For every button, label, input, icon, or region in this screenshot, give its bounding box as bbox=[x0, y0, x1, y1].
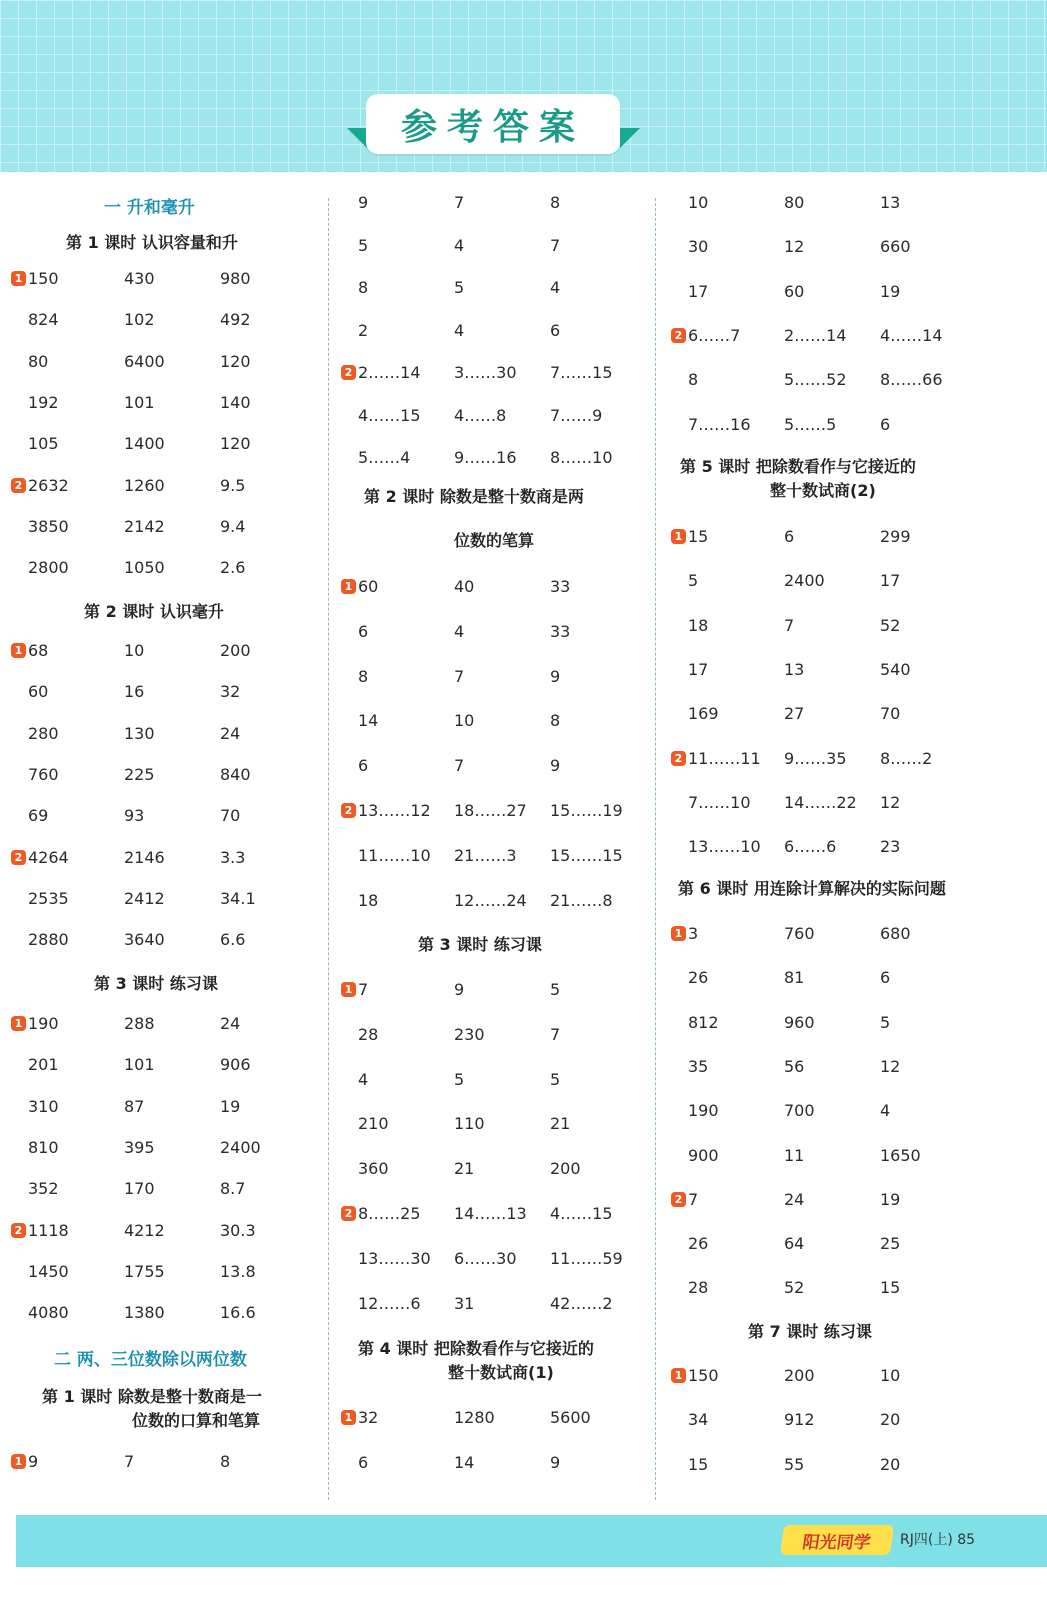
question-number-badge: 1 bbox=[341, 579, 356, 594]
ribbon-left bbox=[347, 128, 367, 148]
answer-cell: 15……19 bbox=[550, 801, 623, 820]
answer-cell: 70 bbox=[880, 704, 901, 724]
answer-cell: 24 bbox=[220, 1014, 241, 1033]
answer-cell: 5……4 bbox=[358, 448, 411, 467]
question-number-badge: 1 bbox=[671, 1368, 686, 1383]
answer-cell: 5……52 bbox=[784, 370, 847, 390]
answer-cell: 15 bbox=[688, 1454, 709, 1474]
answer-cell: 225 bbox=[124, 764, 155, 784]
question-number-badge: 1 bbox=[341, 1410, 356, 1425]
answer-cell: 170 bbox=[124, 1179, 155, 1199]
answer-cell: 130 bbox=[124, 723, 155, 743]
answer-cell: 680 bbox=[880, 924, 911, 943]
answer-cell: 5600 bbox=[550, 1408, 591, 1427]
answer-cell: 69 bbox=[28, 806, 49, 826]
answer-cell: 2142 bbox=[124, 516, 165, 536]
answer-cell: 7 bbox=[358, 980, 369, 999]
answer-cell: 9 bbox=[454, 980, 465, 999]
answer-cell: 102 bbox=[124, 310, 155, 330]
answer-cell: 660 bbox=[880, 237, 911, 257]
answer-cell: 810 bbox=[28, 1137, 59, 1157]
answer-cell: 9……35 bbox=[784, 748, 847, 768]
answer-cell: 26 bbox=[688, 1234, 709, 1254]
question-number-badge: 1 bbox=[11, 1454, 26, 1469]
answer-cell: 17 bbox=[880, 571, 901, 591]
answer-cell: 4212 bbox=[124, 1220, 165, 1240]
answer-cell: 30.3 bbox=[220, 1220, 256, 1240]
answer-cell: 64 bbox=[784, 1234, 805, 1254]
answer-cell: 3850 bbox=[28, 516, 69, 536]
answer-cell: 10 bbox=[124, 641, 145, 660]
answer-cell: 101 bbox=[124, 1055, 155, 1075]
answer-cell: 200 bbox=[550, 1159, 581, 1179]
lesson-heading: 第 6 课时 用连除计算解决的实际问题 bbox=[678, 879, 946, 898]
answer-cell: 6 bbox=[784, 527, 795, 546]
answer-cell: 16.6 bbox=[220, 1303, 256, 1323]
answer-cell: 60 bbox=[358, 577, 379, 596]
answer-cell: 52 bbox=[880, 615, 901, 635]
answer-cell: 12……6 bbox=[358, 1293, 421, 1313]
answer-cell: 1260 bbox=[124, 475, 165, 495]
answer-cell: 16 bbox=[124, 682, 145, 702]
answer-cell: 33 bbox=[550, 621, 571, 641]
answer-cell: 7……15 bbox=[550, 363, 613, 382]
answer-cell: 32 bbox=[220, 682, 241, 702]
answer-cell: 101 bbox=[124, 392, 155, 412]
answer-cell: 7 bbox=[550, 235, 561, 255]
answer-column-3 bbox=[668, 185, 978, 1507]
answer-cell: 6……30 bbox=[454, 1248, 517, 1268]
answer-cell: 17 bbox=[688, 281, 709, 301]
question-number-badge: 1 bbox=[671, 926, 686, 941]
answer-cell: 19 bbox=[880, 1189, 901, 1209]
lesson-heading: 位数的笔算 bbox=[454, 531, 535, 550]
answer-cell: 912 bbox=[784, 1410, 815, 1430]
answer-cell: 4 bbox=[454, 621, 465, 641]
answer-cell: 824 bbox=[28, 310, 59, 330]
answer-cell: 3……30 bbox=[454, 363, 517, 382]
answer-cell: 5 bbox=[550, 980, 561, 999]
answer-cell: 24 bbox=[784, 1189, 805, 1209]
lesson-heading: 第 2 课时 认识毫升 bbox=[84, 602, 224, 621]
answer-cell: 60 bbox=[784, 281, 805, 301]
answer-cell: 1400 bbox=[124, 434, 165, 454]
answer-cell: 52 bbox=[784, 1278, 805, 1298]
answer-cell: 812 bbox=[688, 1012, 719, 1032]
answer-cell: 299 bbox=[880, 527, 911, 546]
answer-cell: 5 bbox=[454, 278, 465, 297]
answer-cell: 7……16 bbox=[688, 414, 751, 434]
answer-cell: 18……27 bbox=[454, 801, 527, 820]
answer-cell: 11……10 bbox=[358, 845, 431, 865]
answer-cell: 2.6 bbox=[220, 558, 246, 578]
answer-cell: 6 bbox=[358, 1452, 369, 1472]
answer-cell: 8 bbox=[550, 711, 561, 731]
answer-cell: 7 bbox=[454, 756, 465, 776]
answer-cell: 900 bbox=[688, 1145, 719, 1165]
answer-cell: 9 bbox=[550, 666, 561, 686]
question-number-badge: 2 bbox=[671, 328, 686, 343]
answer-cell: 6 bbox=[880, 414, 891, 434]
answer-cell: 80 bbox=[784, 193, 805, 212]
answer-cell: 42……2 bbox=[550, 1293, 613, 1313]
answer-cell: 34.1 bbox=[220, 888, 256, 908]
answer-cell: 14 bbox=[358, 711, 379, 731]
answer-cell: 3640 bbox=[124, 930, 165, 950]
lesson-heading: 第 1 课时 除数是整十数商是一 bbox=[42, 1387, 262, 1406]
answer-cell: 492 bbox=[220, 310, 251, 330]
answer-cell: 14……22 bbox=[784, 792, 857, 812]
ribbon-right bbox=[620, 128, 640, 148]
answer-cell: 9 bbox=[550, 756, 561, 776]
answer-cell: 30 bbox=[688, 237, 709, 257]
answer-cell: 4……15 bbox=[358, 405, 421, 425]
answer-cell: 21……3 bbox=[454, 845, 517, 865]
unit-heading: 二 两、三位数除以两位数 bbox=[54, 1350, 247, 1370]
question-number-badge: 2 bbox=[341, 1206, 356, 1221]
page-title bbox=[366, 94, 620, 154]
answer-cell: 2……14 bbox=[358, 363, 421, 382]
answer-cell: 21 bbox=[454, 1159, 475, 1179]
lesson-heading: 第 4 课时 把除数看作与它接近的 bbox=[358, 1339, 594, 1358]
question-number-badge: 1 bbox=[11, 271, 26, 286]
answer-cell: 5 bbox=[550, 1069, 561, 1089]
answer-cell: 12 bbox=[784, 237, 805, 257]
question-number-badge: 1 bbox=[341, 982, 356, 997]
answer-cell: 360 bbox=[358, 1159, 389, 1179]
answer-cell: 5 bbox=[358, 235, 369, 255]
answer-cell: 5 bbox=[454, 1069, 465, 1089]
answer-cell: 32 bbox=[358, 1408, 379, 1427]
answer-cell: 7……9 bbox=[550, 405, 603, 425]
answer-cell: 8 bbox=[550, 193, 561, 212]
answer-cell: 5 bbox=[688, 571, 699, 591]
answer-cell: 8 bbox=[358, 666, 369, 686]
answer-cell: 230 bbox=[454, 1024, 485, 1044]
answer-cell: 2880 bbox=[28, 930, 69, 950]
question-number-badge: 2 bbox=[671, 1192, 686, 1207]
answer-cell: 2632 bbox=[28, 475, 69, 495]
answer-cell: 7 bbox=[454, 193, 465, 212]
lesson-heading: 第 3 课时 练习课 bbox=[94, 974, 218, 993]
page-title-text: 参考答案 bbox=[400, 106, 585, 148]
answer-cell: 2400 bbox=[784, 571, 825, 591]
answer-cell: 2400 bbox=[220, 1137, 261, 1157]
answer-cell: 11 bbox=[784, 1145, 805, 1165]
answer-cell: 210 bbox=[358, 1114, 389, 1134]
answer-cell: 55 bbox=[784, 1454, 805, 1474]
answer-column-2 bbox=[338, 185, 648, 1507]
lesson-heading: 第 2 课时 除数是整十数商是两 bbox=[364, 487, 584, 506]
answer-cell: 6 bbox=[358, 756, 369, 776]
answer-cell: 2800 bbox=[28, 558, 69, 578]
answer-cell: 190 bbox=[688, 1101, 719, 1121]
answer-cell: 201 bbox=[28, 1055, 59, 1075]
lesson-heading: 第 5 课时 把除数看作与它接近的 bbox=[680, 457, 916, 476]
answer-cell: 81 bbox=[784, 968, 805, 988]
answer-cell: 7 bbox=[454, 666, 465, 686]
answer-cell: 28 bbox=[358, 1024, 379, 1044]
answer-cell: 310 bbox=[28, 1096, 59, 1116]
answer-cell: 21……8 bbox=[550, 890, 613, 910]
question-number-badge: 1 bbox=[11, 643, 26, 658]
question-number-badge: 1 bbox=[671, 529, 686, 544]
answer-cell: 18 bbox=[688, 615, 709, 635]
answer-cell: 760 bbox=[784, 924, 815, 943]
answer-cell: 34 bbox=[688, 1410, 709, 1430]
answer-cell: 11……11 bbox=[688, 748, 761, 768]
answer-cell: 700 bbox=[784, 1101, 815, 1121]
answer-cell: 21 bbox=[550, 1114, 571, 1134]
answer-cell: 12 bbox=[880, 1056, 901, 1076]
answer-cell: 4264 bbox=[28, 847, 69, 867]
answer-cell: 19 bbox=[220, 1096, 241, 1116]
answer-cell: 1050 bbox=[124, 558, 165, 578]
answer-cell: 5……5 bbox=[784, 414, 837, 434]
answer-cell: 200 bbox=[784, 1366, 815, 1385]
answer-cell: 26 bbox=[688, 968, 709, 988]
answer-cell: 70 bbox=[220, 806, 241, 826]
lesson-heading: 第 7 课时 练习课 bbox=[748, 1322, 872, 1341]
answer-cell: 23 bbox=[880, 837, 901, 857]
answer-cell: 12……24 bbox=[454, 890, 527, 910]
answer-cell: 2412 bbox=[124, 888, 165, 908]
answer-cell: 10 bbox=[454, 711, 475, 731]
answer-cell: 8……2 bbox=[880, 748, 933, 768]
answer-cell: 6……7 bbox=[688, 325, 741, 345]
answer-cell: 15 bbox=[880, 1278, 901, 1298]
answer-cell: 13 bbox=[880, 193, 901, 212]
column-divider bbox=[655, 198, 656, 1500]
answer-cell: 14 bbox=[454, 1452, 475, 1472]
question-number-badge: 2 bbox=[341, 365, 356, 380]
answer-cell: 9.4 bbox=[220, 516, 246, 536]
answer-cell: 1755 bbox=[124, 1261, 165, 1281]
answer-cell: 906 bbox=[220, 1055, 251, 1075]
answer-cell: 192 bbox=[28, 392, 59, 412]
answer-cell: 10 bbox=[880, 1366, 901, 1385]
answer-cell: 4 bbox=[358, 1069, 369, 1089]
answer-cell: 840 bbox=[220, 764, 251, 784]
answer-cell: 7 bbox=[784, 615, 795, 635]
answer-cell: 13.8 bbox=[220, 1261, 256, 1281]
answer-cell: 9……16 bbox=[454, 448, 517, 467]
answer-cell: 3 bbox=[688, 924, 699, 943]
answer-cell: 5 bbox=[880, 1012, 891, 1032]
question-number-badge: 2 bbox=[11, 478, 26, 493]
lesson-heading: 第 1 课时 认识容量和升 bbox=[66, 233, 238, 252]
answer-cell: 13……12 bbox=[358, 801, 431, 820]
answer-cell: 1280 bbox=[454, 1408, 495, 1427]
answer-cell: 2535 bbox=[28, 888, 69, 908]
answer-cell: 395 bbox=[124, 1137, 155, 1157]
answer-cell: 15 bbox=[688, 527, 709, 546]
unit-heading: 一 升和毫升 bbox=[104, 198, 195, 218]
question-number-badge: 2 bbox=[11, 1223, 26, 1238]
answer-cell: 1650 bbox=[880, 1145, 921, 1165]
answer-cell: 6 bbox=[880, 968, 891, 988]
answer-cell: 960 bbox=[784, 1012, 815, 1032]
answer-cell: 169 bbox=[688, 704, 719, 724]
answer-cell: 80 bbox=[28, 351, 49, 371]
answer-cell: 12 bbox=[880, 792, 901, 812]
answer-cell: 14……13 bbox=[454, 1204, 527, 1223]
answer-cell: 6400 bbox=[124, 351, 165, 371]
answer-cell: 3.3 bbox=[220, 847, 246, 867]
answer-cell: 9.5 bbox=[220, 475, 246, 495]
answer-cell: 13……10 bbox=[688, 837, 761, 857]
answer-cell: 6 bbox=[358, 621, 369, 641]
lesson-heading: 位数的口算和笔算 bbox=[132, 1411, 261, 1430]
answer-cell: 28 bbox=[688, 1278, 709, 1298]
answer-cell: 11……59 bbox=[550, 1248, 623, 1268]
answer-cell: 8 bbox=[358, 278, 369, 297]
answer-cell: 7 bbox=[688, 1189, 699, 1209]
footer-band bbox=[16, 1515, 1047, 1567]
answer-cell: 2……14 bbox=[784, 325, 847, 345]
question-number-badge: 1 bbox=[11, 1016, 26, 1031]
answer-cell: 9 bbox=[28, 1452, 39, 1471]
answer-cell: 15……15 bbox=[550, 845, 623, 865]
answer-cell: 7 bbox=[124, 1452, 135, 1471]
answer-cell: 140 bbox=[220, 392, 251, 412]
brand-logo: 阳光同学 bbox=[780, 1525, 894, 1555]
lesson-heading: 整十数试商(2) bbox=[770, 481, 876, 500]
answer-cell: 25 bbox=[880, 1234, 901, 1254]
answer-cell: 13……30 bbox=[358, 1248, 431, 1268]
answer-cell: 352 bbox=[28, 1179, 59, 1199]
answer-cell: 33 bbox=[550, 577, 571, 596]
answer-cell: 1118 bbox=[28, 1220, 69, 1240]
answer-cell: 8 bbox=[688, 370, 699, 390]
answer-cell: 17 bbox=[688, 659, 709, 679]
answer-cell: 31 bbox=[454, 1293, 475, 1313]
answer-cell: 10 bbox=[688, 193, 709, 212]
answer-cell: 35 bbox=[688, 1056, 709, 1076]
answer-cell: 6……6 bbox=[784, 837, 837, 857]
answer-cell: 4……8 bbox=[454, 405, 507, 425]
answer-cell: 120 bbox=[220, 434, 251, 454]
answer-cell: 105 bbox=[28, 434, 59, 454]
lesson-heading: 第 3 课时 练习课 bbox=[418, 935, 542, 954]
answer-cell: 4 bbox=[454, 235, 465, 255]
answer-cell: 13 bbox=[784, 659, 805, 679]
answer-cell: 8……66 bbox=[880, 370, 943, 390]
answer-cell: 8 bbox=[220, 1452, 231, 1471]
answer-cell: 8……25 bbox=[358, 1204, 421, 1223]
answer-cell: 150 bbox=[28, 269, 59, 288]
answer-cell: 93 bbox=[124, 806, 145, 826]
answer-cell: 6.6 bbox=[220, 930, 246, 950]
answer-cell: 6 bbox=[550, 320, 561, 340]
answer-cell: 288 bbox=[124, 1014, 155, 1033]
answer-cell: 120 bbox=[220, 351, 251, 371]
answer-cell: 9 bbox=[550, 1452, 561, 1472]
answer-cell: 200 bbox=[220, 641, 251, 660]
answer-cell: 280 bbox=[28, 723, 59, 743]
answer-cell: 9 bbox=[358, 193, 369, 212]
question-number-badge: 2 bbox=[671, 751, 686, 766]
answer-cell: 150 bbox=[688, 1366, 719, 1385]
answer-cell: 87 bbox=[124, 1096, 145, 1116]
answer-cell: 540 bbox=[880, 659, 911, 679]
answer-cell: 20 bbox=[880, 1454, 901, 1474]
question-number-badge: 2 bbox=[11, 850, 26, 865]
answer-cell: 2146 bbox=[124, 847, 165, 867]
answer-cell: 2 bbox=[358, 320, 369, 340]
answer-cell: 27 bbox=[784, 704, 805, 724]
answer-cell: 56 bbox=[784, 1056, 805, 1076]
answer-cell: 4……14 bbox=[880, 325, 943, 345]
answer-cell: 60 bbox=[28, 682, 49, 702]
answer-cell: 190 bbox=[28, 1014, 59, 1033]
answer-cell: 760 bbox=[28, 764, 59, 784]
answer-cell: 40 bbox=[454, 577, 475, 596]
question-number-badge: 2 bbox=[341, 803, 356, 818]
column-divider bbox=[328, 198, 329, 1500]
answer-cell: 4 bbox=[550, 278, 561, 297]
answer-cell: 1450 bbox=[28, 1261, 69, 1281]
answer-cell: 68 bbox=[28, 641, 49, 660]
answer-cell: 4……15 bbox=[550, 1204, 613, 1223]
answer-cell: 19 bbox=[880, 281, 901, 301]
answer-cell: 4 bbox=[454, 320, 465, 340]
answer-cell: 8……10 bbox=[550, 448, 613, 467]
answer-cell: 430 bbox=[124, 269, 155, 288]
lesson-heading: 整十数试商(1) bbox=[448, 1363, 554, 1382]
page-number: RJ四(上) 85 bbox=[900, 1532, 976, 1548]
answer-cell: 7……10 bbox=[688, 792, 751, 812]
answer-cell: 20 bbox=[880, 1410, 901, 1430]
answer-cell: 24 bbox=[220, 723, 241, 743]
answer-cell: 980 bbox=[220, 269, 251, 288]
answer-cell: 7 bbox=[550, 1024, 561, 1044]
answer-column-1 bbox=[8, 185, 318, 1507]
answer-cell: 8.7 bbox=[220, 1179, 246, 1199]
answer-cell: 4 bbox=[880, 1101, 891, 1121]
answer-cell: 110 bbox=[454, 1114, 485, 1134]
answer-cell: 1380 bbox=[124, 1303, 165, 1323]
answer-cell: 4080 bbox=[28, 1303, 69, 1323]
answer-cell: 18 bbox=[358, 890, 379, 910]
